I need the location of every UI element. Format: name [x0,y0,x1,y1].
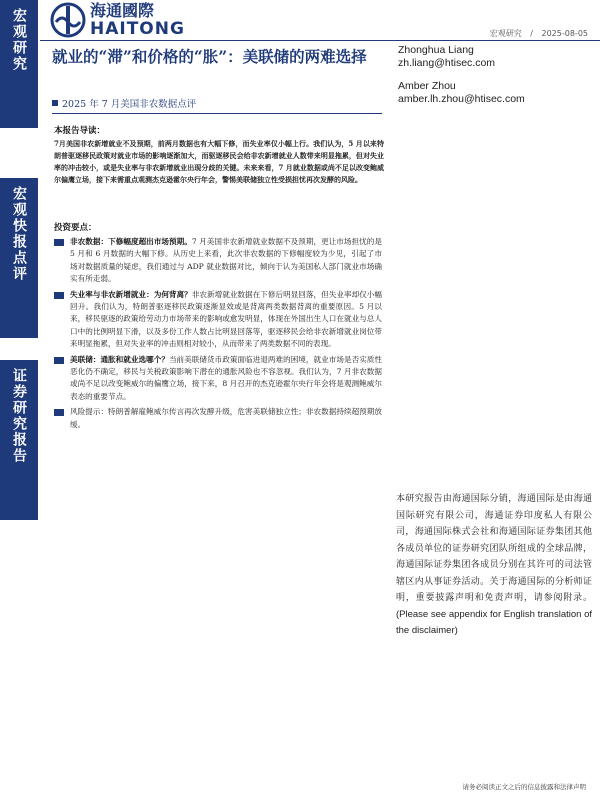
point-text: 当前美联储货币政策面临进退两难的困境，就业市场是否实质性恶化仍不确定，移民与关税政策影响下潜在的通胀风险也不容忽视。我们认为，7 月非农数据或尚不足以改变鲍威尔的偏鹰立场，接下来，8 月召开的杰克逊霍尔央行年会将是观测鲍威尔表态的重要节点。 [70,354,383,401]
analyst-email[interactable]: zh.liang@htisec.com [398,57,496,69]
points-heading: 投资要点： [54,223,97,233]
disclaimer [396,491,592,640]
guide-heading: 本报告导读： [54,126,106,136]
disclaimer-cn: 本研究报告由海通国际分销，海通国际是由海通国际研究有限公司，海通证券印度私人有限公司，海通国际株式会社和海通国际证券集团其他各成员单位的证券研究团队所组成的全球品牌，海通国际证券集团各成员分别在其许可的司法管辖区内从事证券活动。关于海通国际的分析师证明，重要披露声明和免责声明，请参阅附录。 [396,494,592,603]
side-label-securities-report: 证券研究报告 [0,360,38,520]
square-bullet-icon [54,357,64,364]
square-bullet-icon [54,292,64,299]
subtitle-text: 2025 年 7 月美国非农数据点评 [62,99,197,110]
side-label-flash-review: 宏观快报点评 [0,178,38,338]
disclaimer-en: (Please see appendix for English translation of the disclaimer) [396,608,592,636]
square-bullet-icon [52,100,58,106]
list-item [54,289,382,351]
investment-points [54,236,382,434]
point-text: 风险提示：特朗普解雇鲍威尔传言再次发酵升级，危害美联储独立性；非农数据持续超预期放缓。 [70,407,382,429]
point-text: 7 月美国非农新增就业数据不及预期，更让市场担忧的是 5 月和 6 月数据的大幅下修。从历史上来看，此次非农数据的下修幅度较为少见，引起了市场对数据质量的疑虑，我们通过与 ADP 就业数据对比，倾向于认为美国私人部门就业市场确实有所走弱。 [70,237,382,284]
side-label-macro: 宏观研究 [0,0,38,128]
header-divider [40,40,600,41]
point-lead: 美联储：通胀和就业选哪个？ [70,354,169,364]
analyst-email[interactable]: amber.lh.zhou@htisec.com [398,93,525,105]
list-item [54,236,382,286]
square-bullet-icon [54,239,64,246]
report-category: 宏观研究 [489,29,522,38]
haitong-logo-icon [50,2,86,38]
square-bullet-icon [54,409,64,416]
point-lead: 非农数据：下修幅度超出市场预期。 [70,237,192,246]
guide-text: 7月美国非农新增就业不及预期，前两月数据也有大幅下修，而失业率仅小幅上行。我们认为，5 月以来特朗普驱逐移民政策对就业市场的影响逐渐加大，而驱逐移民会给非农新增就业人数带来明显拖累，但对失业率的冲击较小，或是失业率与非农新增就业出现分歧的关键。未来来看，7 月就业数据或尚不足以改变鲍威尔偏鹰立场，接下来需重点观测杰克逊霍尔央行年会，警惕美联储独立性受损担忧再次发酵的风险。 [54,139,384,184]
haitong-logo [50,2,185,38]
list-item [54,406,382,431]
report-subtitle [52,96,196,110]
point-text: 非农新增就业数据在下修后明显回落，但失业率却仅小幅回升。我们认为，特朗普驱逐移民政策逐渐显效或是背离两类数据背离的重要原因。5 月以来，移民驱逐的政策给劳动力市场带来的影响或愈发明显，体现在外国出生人口在就业与总人口中的比例明显下滑，以及多份工作人数占比明显回落等，驱逐移民会给非农新增就业岗位带来明显拖累，但对失业率的冲击则相对较小，从而带来了两类数据不同的表现。 [70,289,383,349]
title-divider [52,113,382,114]
analyst-block [398,44,525,106]
report-title: 就业的“滞”和价格的“胀”：美联储的两难选择 [52,47,367,66]
footer-notice: 请务必阅读正文之后的信息披露和法律声明 [462,783,586,791]
point-lead: 失业率与非农新增就业：为何背离？ [70,289,192,299]
analyst-name: Amber Zhou [398,80,456,92]
report-meta [490,28,588,39]
logo-chinese-text: 海通國際 [90,1,155,20]
list-item [54,354,382,404]
analyst-name: Zhonghua Liang [398,44,474,56]
report-date: 2025-08-05 [541,29,588,38]
logo-english-text: HAITONG [90,19,185,39]
meta-separator: / [530,29,533,38]
